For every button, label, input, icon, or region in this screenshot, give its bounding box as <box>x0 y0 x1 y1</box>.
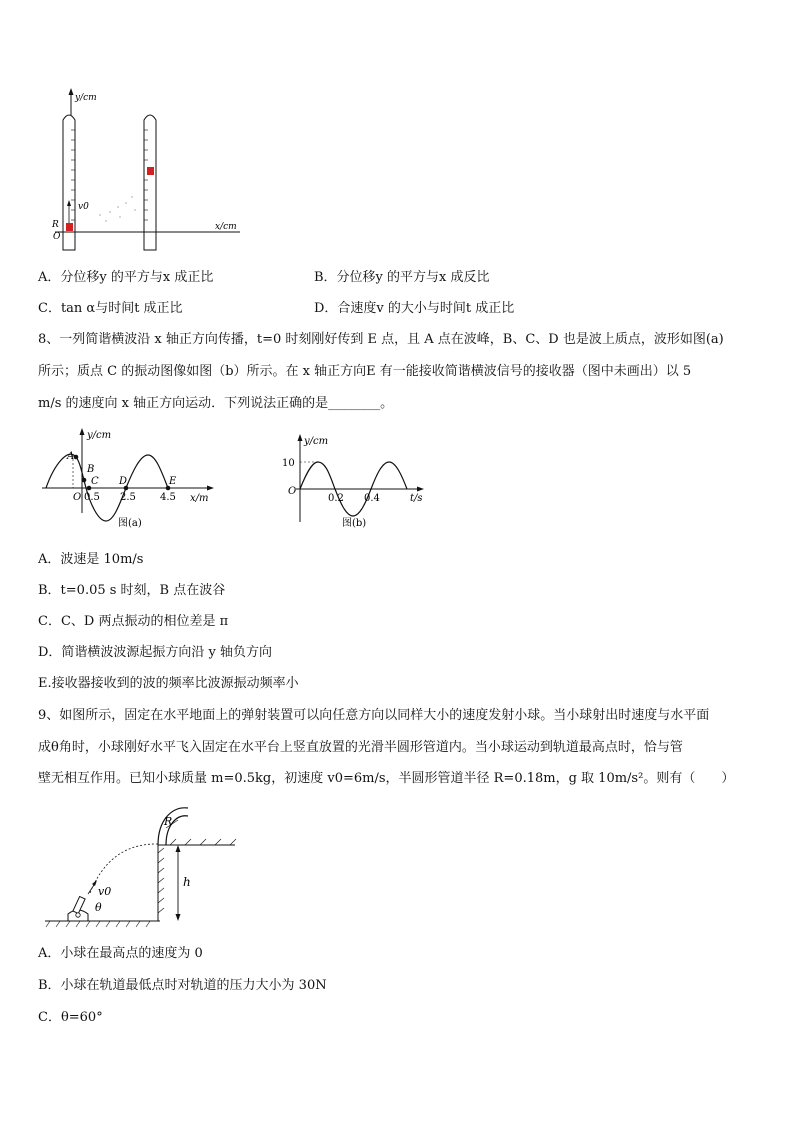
red-block-start <box>66 223 73 231</box>
red-block-end <box>147 167 154 175</box>
y-axis-label: y/cm <box>75 93 97 103</box>
q9-option-b[interactable]: B．小球在轨道最低点时对轨道的压力大小为 30N <box>38 978 327 993</box>
caption-a: 图(a) <box>118 518 142 529</box>
x-label: x/m <box>190 493 209 504</box>
v0-label: v0 <box>78 202 89 212</box>
q9-stem-line2: 成θ角时，小球刚好水平飞入固定在水平台上竖直放置的光滑半圆形管道内。当小球运动到轨道最高点时，恰与管 <box>38 740 683 755</box>
pt-B: B <box>87 464 95 475</box>
q8-stem-line2: 所示；质点 C 的振动图像如图（b）所示。在 x 轴正方向E 有一能接收简谐横波信号的接收器（图中未画出）以 5 <box>38 364 692 379</box>
pt-C: C <box>91 476 99 487</box>
pt-A: A <box>67 451 75 462</box>
origin: O <box>288 486 297 497</box>
pt-E: E <box>169 476 177 487</box>
q8-option-c[interactable]: C．C、D 两点振动的相位差是 π <box>38 614 229 629</box>
q8-option-a[interactable]: A．波速是 10m/s <box>38 552 144 567</box>
origin: O <box>73 492 82 503</box>
q8-stem-line1: 8、一列简谐横波沿 x 轴正方向传播，t=0 时刻刚好传到 E 点，且 A 点在波峰，B、C、D 也是波上质点，波形如图(a) <box>38 332 724 347</box>
q8-option-e[interactable]: E.接收器接收到的波的频率比波源振动频率小 <box>38 676 299 691</box>
origin-label: O <box>53 232 61 242</box>
q7-option-c[interactable]: C．tan α与时间t 成正比 <box>38 301 183 316</box>
tick-10: 10 <box>282 458 295 469</box>
q8-stem-line3: m/s 的速度向 x 轴正方向运动．下列说法正确的是________。 <box>38 396 394 411</box>
q8-option-d[interactable]: D．简谐横波波源起振方向沿 y 轴负方向 <box>38 645 273 660</box>
q7-option-a[interactable]: A．分位移y 的平方与x 成正比 <box>38 270 214 285</box>
tick-0.4: 0.4 <box>364 493 380 504</box>
y-label: y/cm <box>304 436 329 447</box>
q7-option-d[interactable]: D．合速度v 的大小与时间t 成正比 <box>314 301 515 316</box>
q7-option-b[interactable]: B．分位移y 的平方与x 成反比 <box>314 270 490 285</box>
q8-figure-a <box>40 425 225 535</box>
v0-label: v0 <box>98 885 112 898</box>
caption-b: 图(b) <box>342 518 367 529</box>
q8-option-b[interactable]: B．t=0.05 s 时刻，B 点在波谷 <box>38 583 226 598</box>
tick-4.5: 4.5 <box>160 492 176 503</box>
x-label: t/s <box>410 493 423 504</box>
theta-label: θ <box>95 901 102 914</box>
x-axis-label: x/cm <box>215 222 237 232</box>
tick-0.5: 0.5 <box>84 492 100 503</box>
y-label: y/cm <box>87 430 112 441</box>
radius-label: R <box>164 815 173 828</box>
tick-0.2: 0.2 <box>328 493 344 504</box>
pt-D: D <box>119 476 128 487</box>
R-label: R <box>52 220 59 230</box>
q9-figure <box>40 798 250 933</box>
q8-figure-b <box>278 432 438 537</box>
q7-figure <box>40 85 270 260</box>
height-label: h <box>183 875 191 889</box>
q9-stem-line3: 壁无相互作用。已知小球质量 m=0.5kg，初速度 v0=6m/s，半圆形管道半径 R=0.18m，g 取 10m/s²。则有（ ） <box>38 771 735 786</box>
q9-option-a[interactable]: A．小球在最高点的速度为 0 <box>38 946 203 961</box>
q9-option-c[interactable]: C．θ=60° <box>38 1010 103 1025</box>
q9-stem-line1: 9、如图所示，固定在水平地面上的弹射装置可以向任意方向以同样大小的速度发射小球。当小球射出时速度与水平面 <box>38 708 710 723</box>
tick-2.5: 2.5 <box>120 492 136 503</box>
